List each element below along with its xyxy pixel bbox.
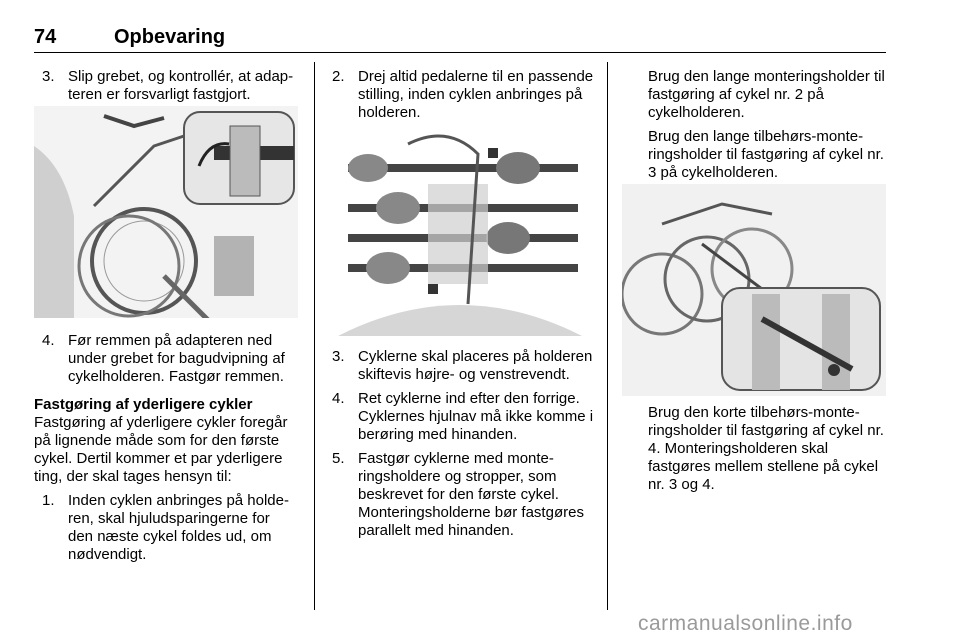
step-3: 3. Cyklerne skal placeres på holderen skiftevis højre- og venstrevendt. — [332, 348, 593, 383]
paragraph-1: Brug den lange monteringsholder til fastgøring af cykel nr. 2 på cykelholderen. — [648, 68, 885, 121]
section-heading: Fastgøring af yderligere cykler — [34, 396, 253, 413]
figure-bike-on-carrier — [34, 106, 298, 318]
section-intro: Fastgøring af yderligere cykler foregår på lignende måde som for den første cykel. Dertil kommer et par yderligere ting, der skal tages hensyn til: — [34, 414, 288, 485]
step-4: 4. Før remmen på adapteren ned under grebet for bagudvipning af cykelholderen. Fastgør remmen. — [42, 332, 285, 385]
figure-bikes-top-view — [328, 124, 592, 336]
column-1-lower — [34, 332, 296, 570]
column-divider — [607, 62, 608, 610]
figure-multiple-bikes — [622, 184, 886, 396]
page-number: 74 — [34, 26, 57, 48]
column-divider — [314, 62, 315, 610]
step-2: 2. Drej altid pedalerne til en passende stilling, inden cyklen anbringes på holderen. — [332, 68, 594, 121]
column-1 — [34, 68, 296, 110]
column-2 — [332, 68, 594, 128]
paragraph-2: Brug den lange tilbehørs-monteringsholder til fastgøring af cykel nr. 3 på cykelholderen. — [648, 128, 884, 181]
paragraph-3: Brug den korte tilbehørs-monteringsholder til fastgøring af cykel nr. 4. Monteringsholderen skal fastgøres mellem stellene på cykel nr. 3 og 4. — [648, 404, 884, 493]
step-4: 4. Ret cyklerne ind efter den forrige. Cyklernes hjulnav må ikke komme i berøring med hinanden. — [332, 390, 594, 443]
step-3: 3. Slip grebet, og kontrollér, at adapteren er forsvarligt fastgjort. — [42, 68, 294, 103]
sub-step-1: 1. Inden cyklen anbringes på holderen, skal hjuludsparingerne for den næste cykel foldes ud, om nødvendigt. — [42, 492, 289, 563]
column-2-lower — [332, 348, 594, 546]
step-5: 5. Fastgør cyklerne med monteringsholdere og stropper, som beskrevet for den første cykel. Monteringsholderne bør fastgøres parallelt med hinanden. — [332, 450, 584, 539]
page-header — [34, 26, 886, 53]
column-3 — [648, 68, 888, 188]
watermark: carmanualsonline.info — [638, 612, 853, 635]
chapter-title: Opbevaring — [114, 26, 226, 48]
column-3-lower — [648, 404, 888, 500]
